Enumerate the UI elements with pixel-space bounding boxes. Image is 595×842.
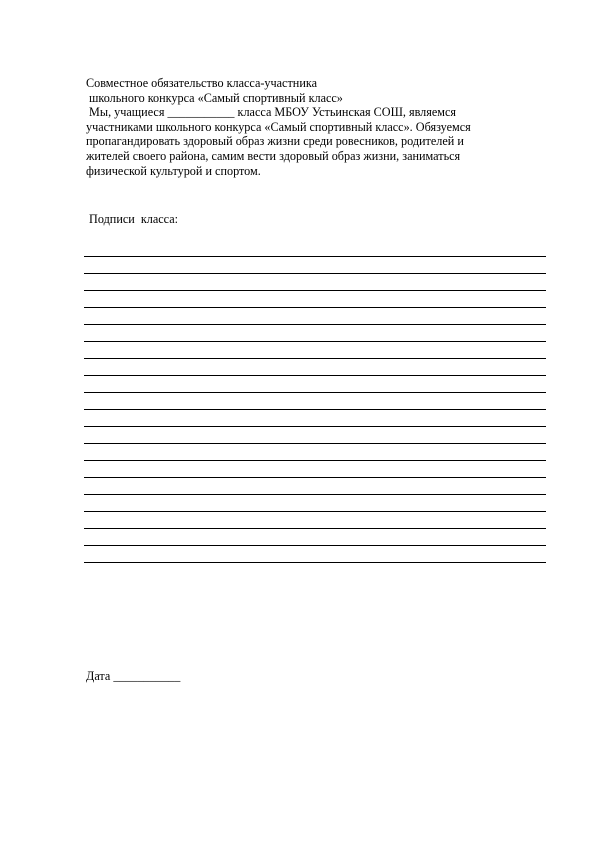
body-line-4: жителей своего района, самим вести здоровый образ жизни, заниматься <box>86 148 461 163</box>
signature-line <box>84 477 546 478</box>
signature-line <box>84 460 546 461</box>
signature-line <box>84 324 546 325</box>
signature-line <box>84 528 546 529</box>
signature-line <box>84 392 546 393</box>
signature-line <box>84 290 546 291</box>
body-line-2: участниками школьного конкурса «Самый спортивный класс». Обязуемся <box>86 119 471 134</box>
date-label: Дата ___________ <box>86 669 181 683</box>
signature-line <box>84 307 546 308</box>
signature-lines <box>84 256 546 566</box>
signature-line <box>84 273 546 274</box>
body-line-1: Мы, учащиеся ___________ класса МБОУ Устьинская СОШ, являемся <box>86 105 456 120</box>
signatures-label: Подписи класса: <box>86 212 179 226</box>
signature-line <box>84 494 546 495</box>
signature-line <box>84 511 546 512</box>
title-line-2: школьного конкурса «Самый спортивный класс» <box>86 90 343 105</box>
signature-line <box>84 562 546 563</box>
signature-line <box>84 426 546 427</box>
signature-line <box>84 545 546 546</box>
commitment-text <box>86 76 536 178</box>
signature-line <box>84 443 546 444</box>
signature-line <box>84 358 546 359</box>
signature-line <box>84 341 546 342</box>
signature-line <box>84 409 546 410</box>
body-line-5: физической культурой и спортом. <box>86 163 261 178</box>
signature-line <box>84 375 546 376</box>
body-line-3: пропагандировать здоровый образ жизни среди ровесников, родителей и <box>86 134 464 149</box>
signature-line <box>84 256 546 257</box>
title-line-1: Совместное обязательство класса-участника <box>86 76 317 90</box>
